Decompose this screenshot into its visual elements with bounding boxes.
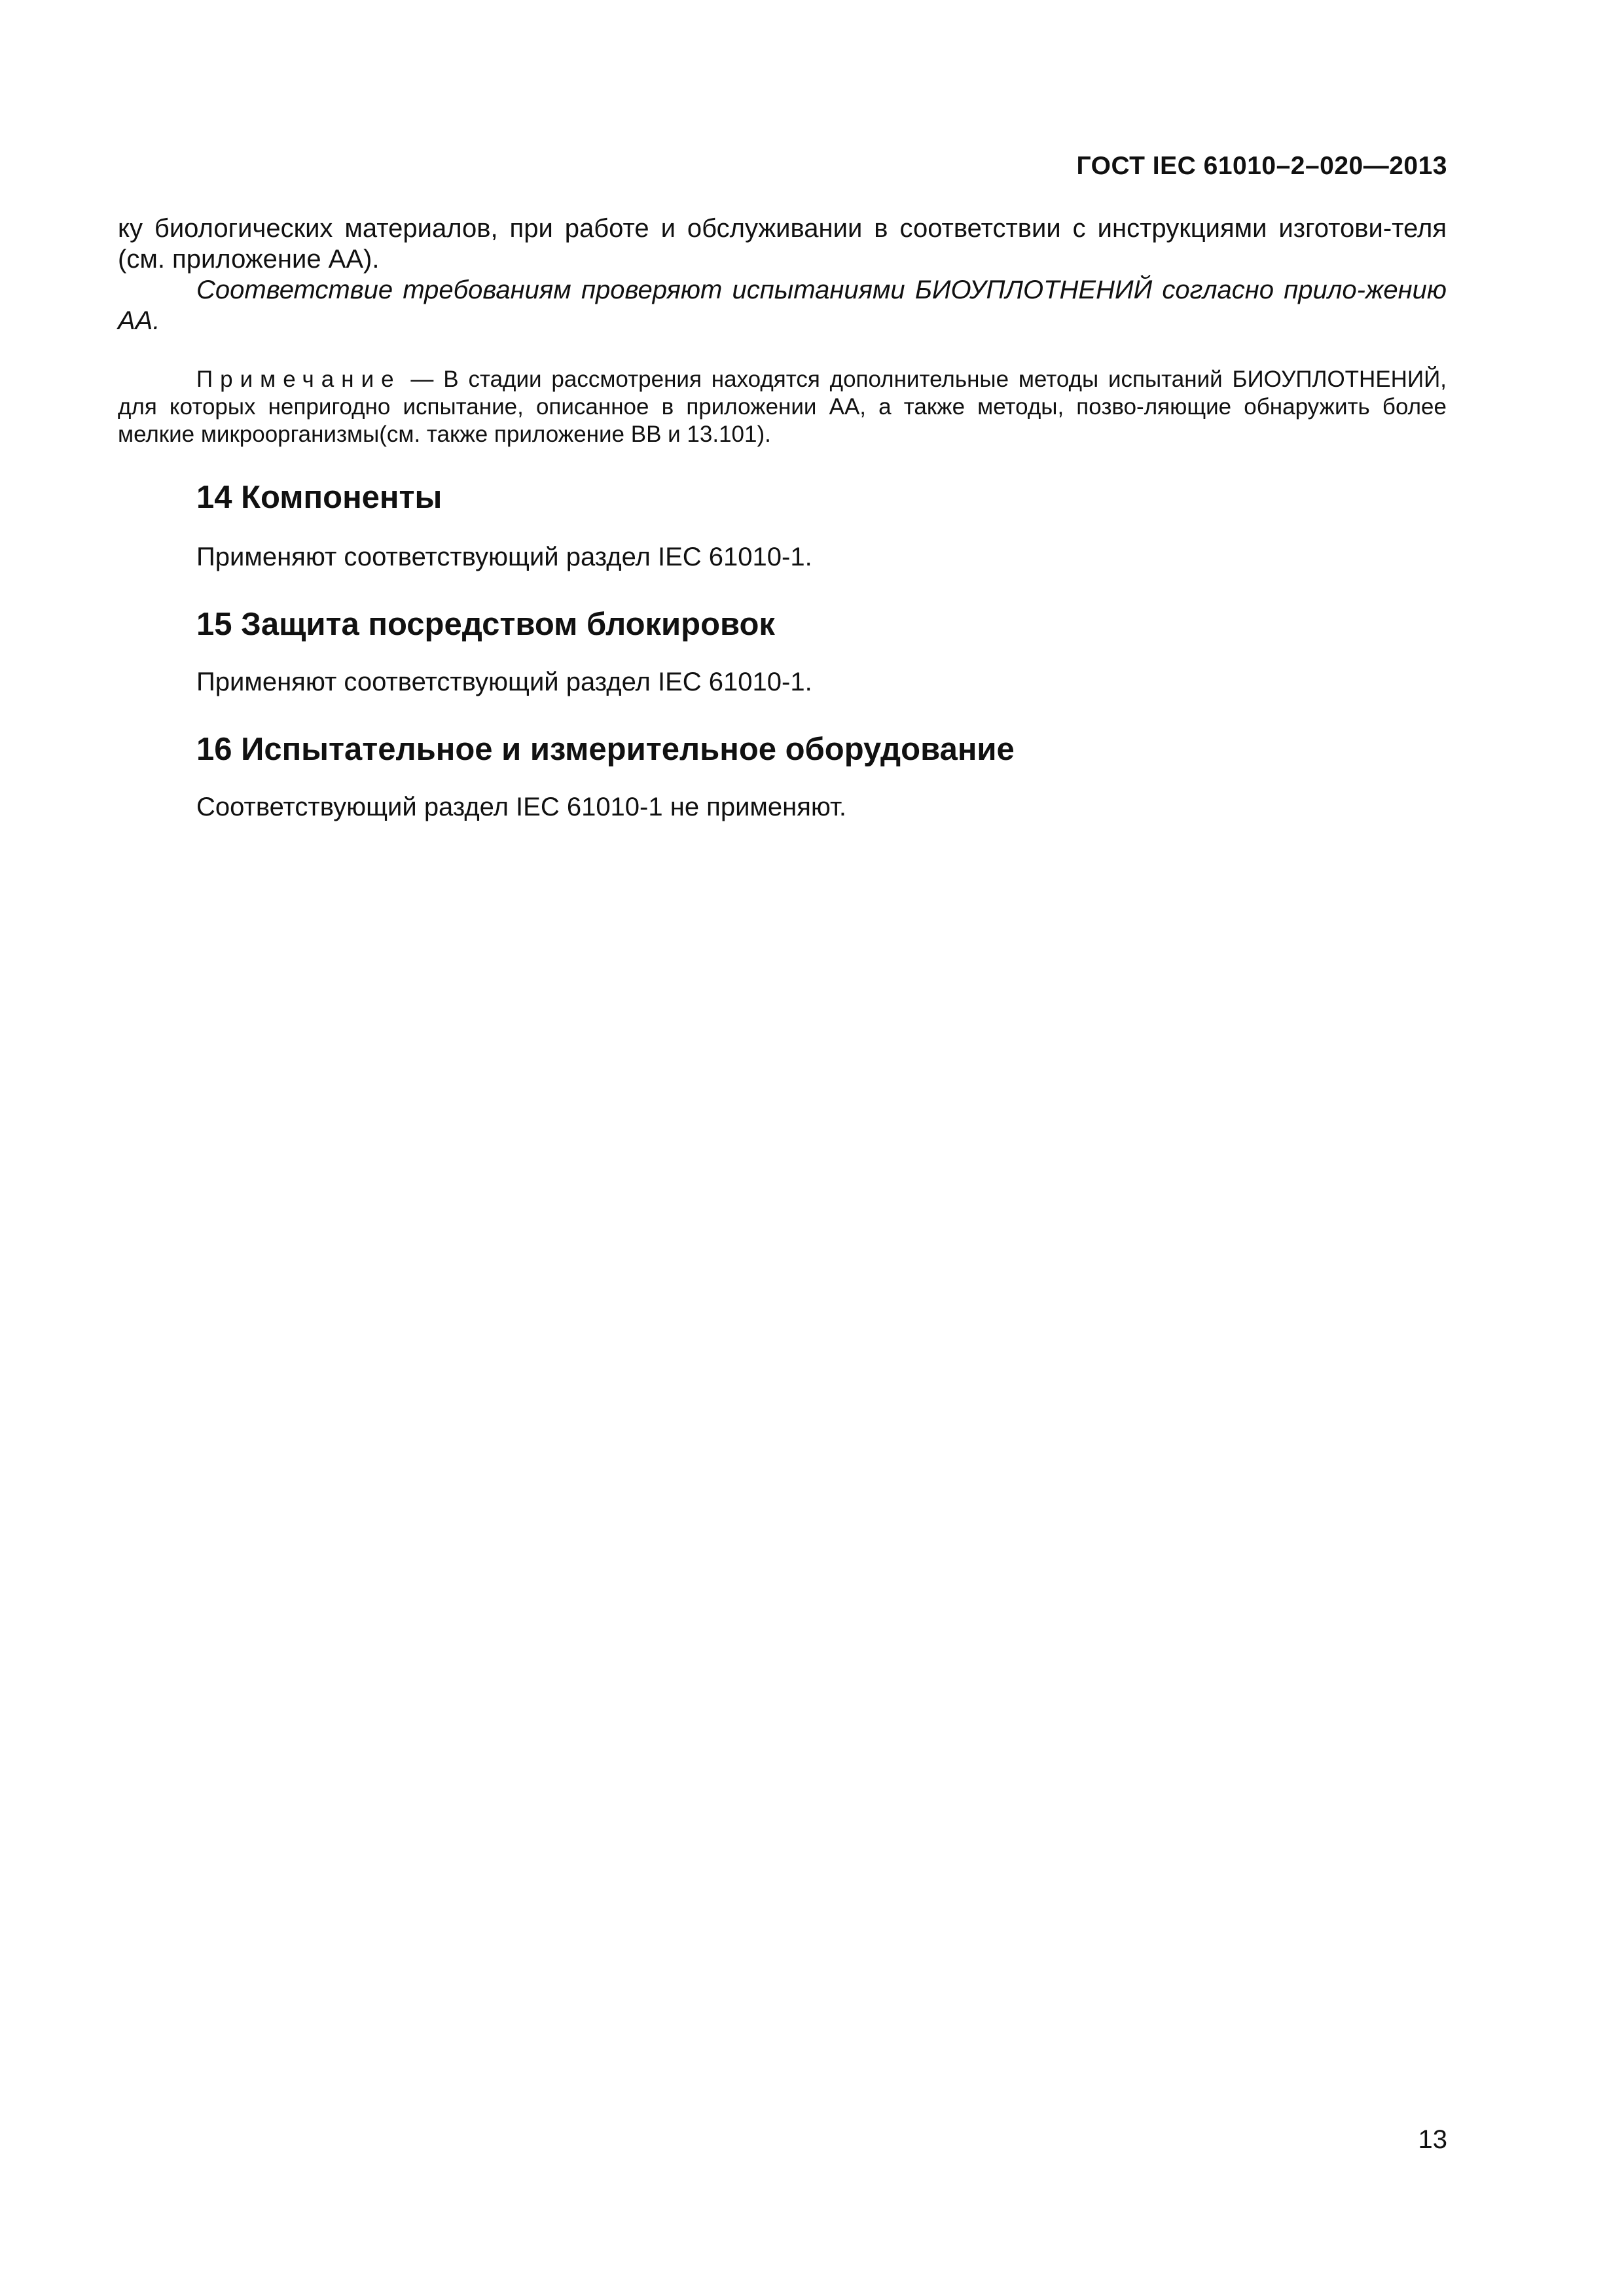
note-text: — В стадии рассмотрения находятся дополнительные методы испытаний БИОУПЛОТНЕНИЙ, для которых непригодно испытание, описанное в приложении АА, а также методы, позво-ляющие обнаружить более мелкие микроорганизмы(см. также приложение ВВ и 13.101).: [118, 367, 1447, 447]
section-14-title: 14 Компоненты: [196, 480, 442, 515]
section-15-text: Применяют соответствующий раздел IEC 61010-1.: [196, 668, 812, 696]
document-header: ГОСТ IEC 61010–2–020—2013: [1076, 152, 1447, 180]
page-number: 13: [1418, 2125, 1447, 2154]
compliance-paragraph: Соответствие требованиям проверяют испытаниями БИОУПЛОТНЕНИЙ согласно прило-жению АА.: [118, 276, 1447, 335]
section-16-title: 16 Испытательное и измерительное оборудование: [196, 732, 1015, 767]
section-15-title: 15 Защита посредством блокировок: [196, 607, 775, 642]
document-body: [118, 213, 1447, 823]
body-paragraph-continued: ку биологических материалов, при работе и обслуживании в соответствии с инструкциями изготови-теля (см. приложение АА).: [118, 214, 1447, 274]
section-14-text: Применяют соответствующий раздел IEC 61010-1.: [196, 543, 812, 571]
section-16-text: Соответствующий раздел IEC 61010-1 не применяют.: [196, 793, 847, 821]
note-paragraph: [118, 366, 1447, 448]
note-label: Примечание: [196, 367, 401, 392]
